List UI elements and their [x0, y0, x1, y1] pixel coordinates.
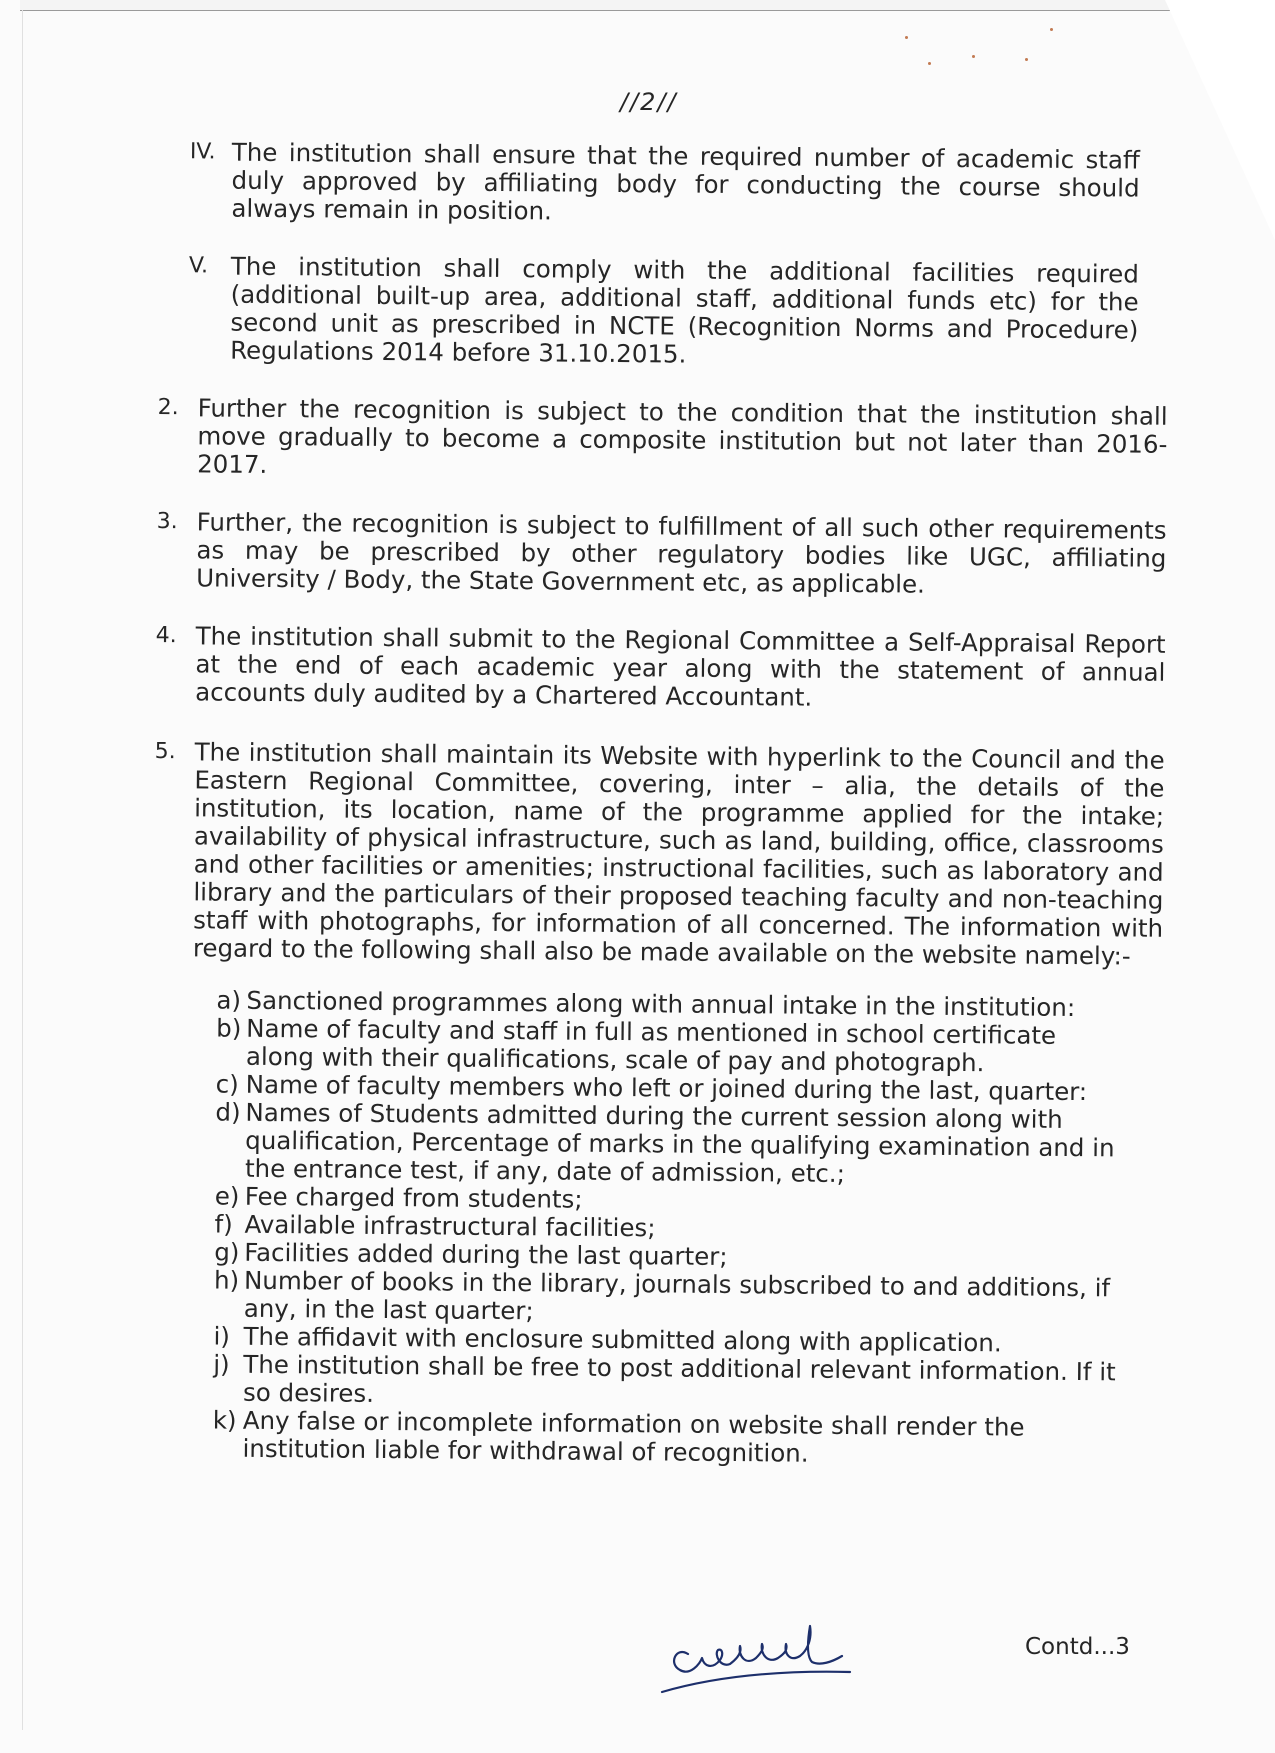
list-item-letter: j): [213, 1349, 230, 1379]
list-item-letter: a): [216, 985, 242, 1015]
item-text: The institution shall ensure that the required number of academic staff duly approved by affiliating body for conducting the course should always remain in position.: [231, 137, 1140, 226]
sub-item-iv: [159, 138, 1170, 231]
list-item-text: Facilities added during the last quarter;: [244, 1237, 728, 1271]
item-text: The institution shall maintain its Website with hyperlink to the Council and the Eastern Regional Committee, covering, inter – alia, the details of the institution, its location, name of the programme applied for the intake; availability of physical infrastructure, such as land, building, office, classrooms and other facilities or amenities; instructional facilities, such as laboratory and library and the particulars of their proposed teaching faculty and non-teaching staff with photographs, for information of all concerned. The information with regard to the following shall also be made available on the website namely:-: [192, 737, 1165, 971]
list-item-letter: e): [214, 1181, 240, 1211]
list-item: [215, 1099, 1162, 1191]
list-item: [213, 1351, 1159, 1415]
item-label: 5.: [154, 738, 176, 765]
scan-speck: [928, 62, 931, 65]
list-item-letter: g): [214, 1237, 240, 1267]
scan-speck: [972, 55, 975, 58]
item-text: Further, the recognition is subject to fulfillment of all such other requirements as may be prescribed by other regulatory bodies like UGC, affiliating University / Body, the State Government etc, as applicable.: [196, 507, 1167, 599]
item-label: V.: [188, 253, 209, 279]
list-item-text: Number of books in the library, journals subscribed to and additions, if any, in the last quarter;: [243, 1265, 1111, 1326]
list-item-text: The affidavit with enclosure submitted along with application.: [243, 1321, 1002, 1358]
list-item-letter: f): [214, 1209, 233, 1239]
list-item-text: Name of faculty and staff in full as mentioned in school certificate along with their qualifications, scale of pay and photograph.: [245, 1013, 1057, 1078]
scan-top-edge: [20, 0, 1170, 11]
list-item: [216, 1015, 1162, 1079]
website-requirements-list: [148, 986, 1162, 1471]
signature: [650, 1618, 910, 1698]
list-item-letter: d): [215, 1097, 241, 1127]
list-item-text: Available infrastructural facilities;: [244, 1209, 656, 1243]
scan-left-edge: [22, 10, 23, 1730]
list-item-text: Name of faculty members who left or joined during the last, quarter:: [245, 1069, 1088, 1107]
list-item-text: Fee charged from students;: [244, 1181, 583, 1214]
item-text: Further the recognition is subject to the condition that the institution shall move gradually to become a composite institution but not later than 2016-2017.: [197, 393, 1168, 479]
list-item-letter: c): [215, 1069, 239, 1099]
item-label: 3.: [156, 508, 178, 535]
item-text: The institution shall comply with the additional facilities required (additional built-up area, additional staff, additional funds etc) for the second unit as prescribed in NCTE (Recognition Norms and Procedure) Regulations 2014 before 31.10.2015.: [230, 251, 1139, 369]
scan-speck: [1050, 28, 1053, 31]
sub-item-v: [158, 252, 1169, 373]
item-label: 4.: [155, 622, 177, 649]
item-label: IV.: [189, 139, 216, 165]
item-label: 2.: [157, 394, 179, 421]
list-item-letter: h): [213, 1265, 240, 1295]
list-item-text: Any false or incomplete information on website shall render the institution liable for withdrawal of recognition.: [242, 1405, 1025, 1468]
list-item-text: Sanctioned programmes along with annual intake in the institution:: [246, 985, 1076, 1023]
list-item-letter: b): [216, 1013, 242, 1043]
list-item: [214, 1267, 1160, 1331]
list-item: [212, 1407, 1158, 1471]
item-text: The institution shall submit to the Regional Committee a Self-Appraisal Report at the end of each academic year along with the statement of annual accounts duly audited by a Chartered Accountant.: [195, 621, 1166, 712]
condition-5: [153, 738, 1165, 971]
list-item-letter: k): [212, 1405, 237, 1435]
condition-3: [156, 508, 1167, 601]
scan-speck: [1025, 58, 1028, 61]
list-item-text: Names of Students admitted during the current session along with qualification, Percentage of marks in the qualifying examination and in the entrance test, if any, date of admission, etc.;: [244, 1097, 1115, 1189]
list-item-letter: i): [213, 1321, 231, 1351]
continued-note: Contd...3: [1025, 1634, 1130, 1660]
condition-2: [157, 394, 1168, 487]
page-number: //2//: [620, 88, 678, 116]
document-body: [148, 138, 1170, 1471]
list-item-text: The institution shall be free to post additional relevant information. If it so desires.: [242, 1349, 1116, 1408]
condition-4: [155, 622, 1166, 715]
scan-speck: [905, 36, 908, 39]
folded-corner: [1165, 0, 1275, 240]
